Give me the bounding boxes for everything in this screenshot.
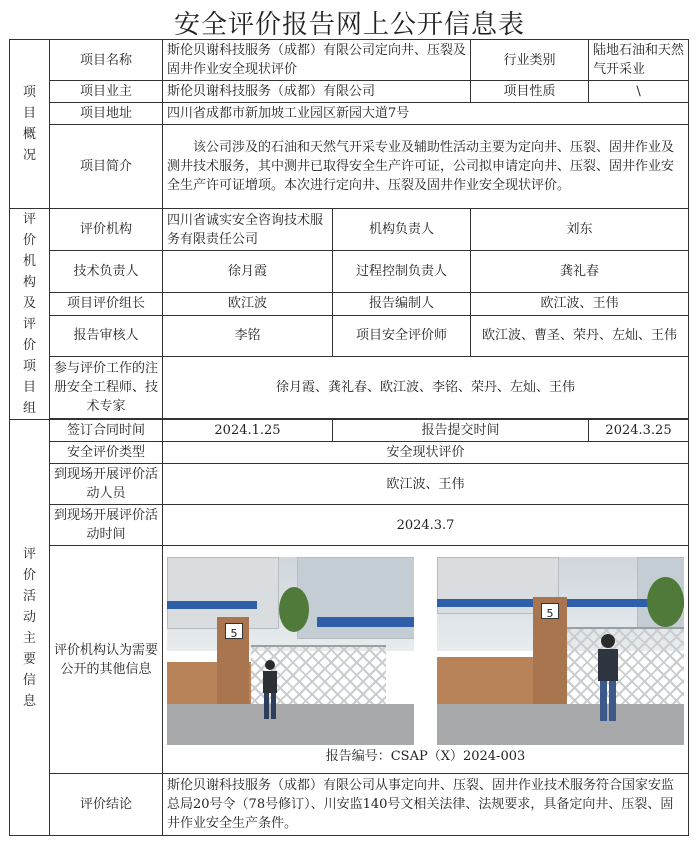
safety-eval-label: 项目安全评价师 [333,315,471,356]
project-name: 斯伦贝谢科技服务（成都）有限公司定向井、压裂及固井作业安全现状评价 [163,40,471,81]
sign-date-value: 2024.1.25 [163,420,333,442]
gate-number-sign-left: 5 [225,623,243,639]
eval-type-label: 安全评价类型 [50,442,163,464]
site-photo-left [167,557,414,745]
other-info-cell [163,546,689,774]
nature-value: \ [589,81,689,103]
writer-label: 报告编制人 [333,292,471,315]
agency-head-label: 机构负责人 [333,209,471,251]
eval-type-value: 安全现状评价 [163,442,689,464]
agency-head-value: 刘东 [471,209,689,251]
section-org: 评价机构及评价项目组 [10,209,50,420]
staff-value: 欧江波、王伟 [163,464,689,505]
agency-label: 评价机构 [50,209,163,251]
reviewer-value: 李铭 [163,315,333,356]
agency-value: 四川省诚实安全咨询技术服务有限责任公司 [163,209,333,251]
section-activity: 评价活动主要信息 [10,420,50,836]
safety-eval-value: 欧江波、曹圣、荣丹、左灿、王伟 [471,315,689,356]
gate-number-sign-right: 5 [541,603,559,619]
tech-label: 技术负责人 [50,251,163,292]
other-info-label: 评价机构认为需要公开的其他信息 [50,546,163,774]
process-label: 过程控制负责人 [333,251,471,292]
intro-text: 该公司涉及的石油和天然气开采专业及辅助性活动主要为定向井、压裂、固井作业及测井技术服务，其中测井已取得安全生产许可证，公司拟申请定向井、压裂、固井作业安全生产许可证增项。本次进行定向井、压裂及固井作业安全现状评价。 [163,125,689,209]
writer-value: 欧江波、王伟 [471,292,689,315]
person-icon [259,659,281,723]
staff-label: 到现场开展评价活动人员 [50,464,163,505]
report-number: 报告编号：CSAP（X）2024-003 [325,749,526,764]
reviewer-label: 报告审核人 [50,315,163,356]
industry-value: 陆地石油和天然气开采业 [589,40,689,81]
owner-label: 项目业主 [50,81,163,103]
site-photo-right [437,557,684,745]
owner-value: 斯伦贝谢科技服务（成都）有限公司 [163,81,471,103]
tech-value: 徐月霞 [163,251,333,292]
address-label: 项目地址 [50,103,163,125]
conclusion-text: 斯伦贝谢科技服务（成都）有限公司从事定向井、压裂、固井作业技术服务符合国家安监总局20号令（78号修订）、川安监140号文相关法律、法规要求，具备定向井、压裂、固井作业安全生产条件。 [163,774,689,836]
address-value: 四川省成都市新加坡工业园区新园大道7号 [163,103,689,125]
intro-label: 项目简介 [50,125,163,209]
conclusion-label: 评价结论 [50,774,163,836]
submit-date-label: 报告提交时间 [333,420,589,442]
project-name-label: 项目名称 [50,40,163,81]
process-value: 龚礼春 [471,251,689,292]
submit-date-value: 2024.3.25 [589,420,689,442]
info-table [9,39,689,836]
person-icon [593,633,623,725]
leader-label: 项目评价组长 [50,292,163,315]
industry-label: 行业类别 [471,40,589,81]
page-title: 安全评价报告网上公开信息表 [173,10,525,40]
time-label: 到现场开展评价活动时间 [50,505,163,546]
section-overview: 项目概况 [10,40,50,209]
sign-date-label: 签订合同时间 [50,420,163,442]
time-value: 2024.3.7 [163,505,689,546]
leader-value: 欧江波 [163,292,333,315]
nature-label: 项目性质 [471,81,589,103]
engineers-value: 徐月霞、龚礼春、欧江波、李铭、荣丹、左灿、王伟 [163,356,689,418]
engineers-label: 参与评价工作的注册安全工程师、技术专家 [50,356,163,418]
